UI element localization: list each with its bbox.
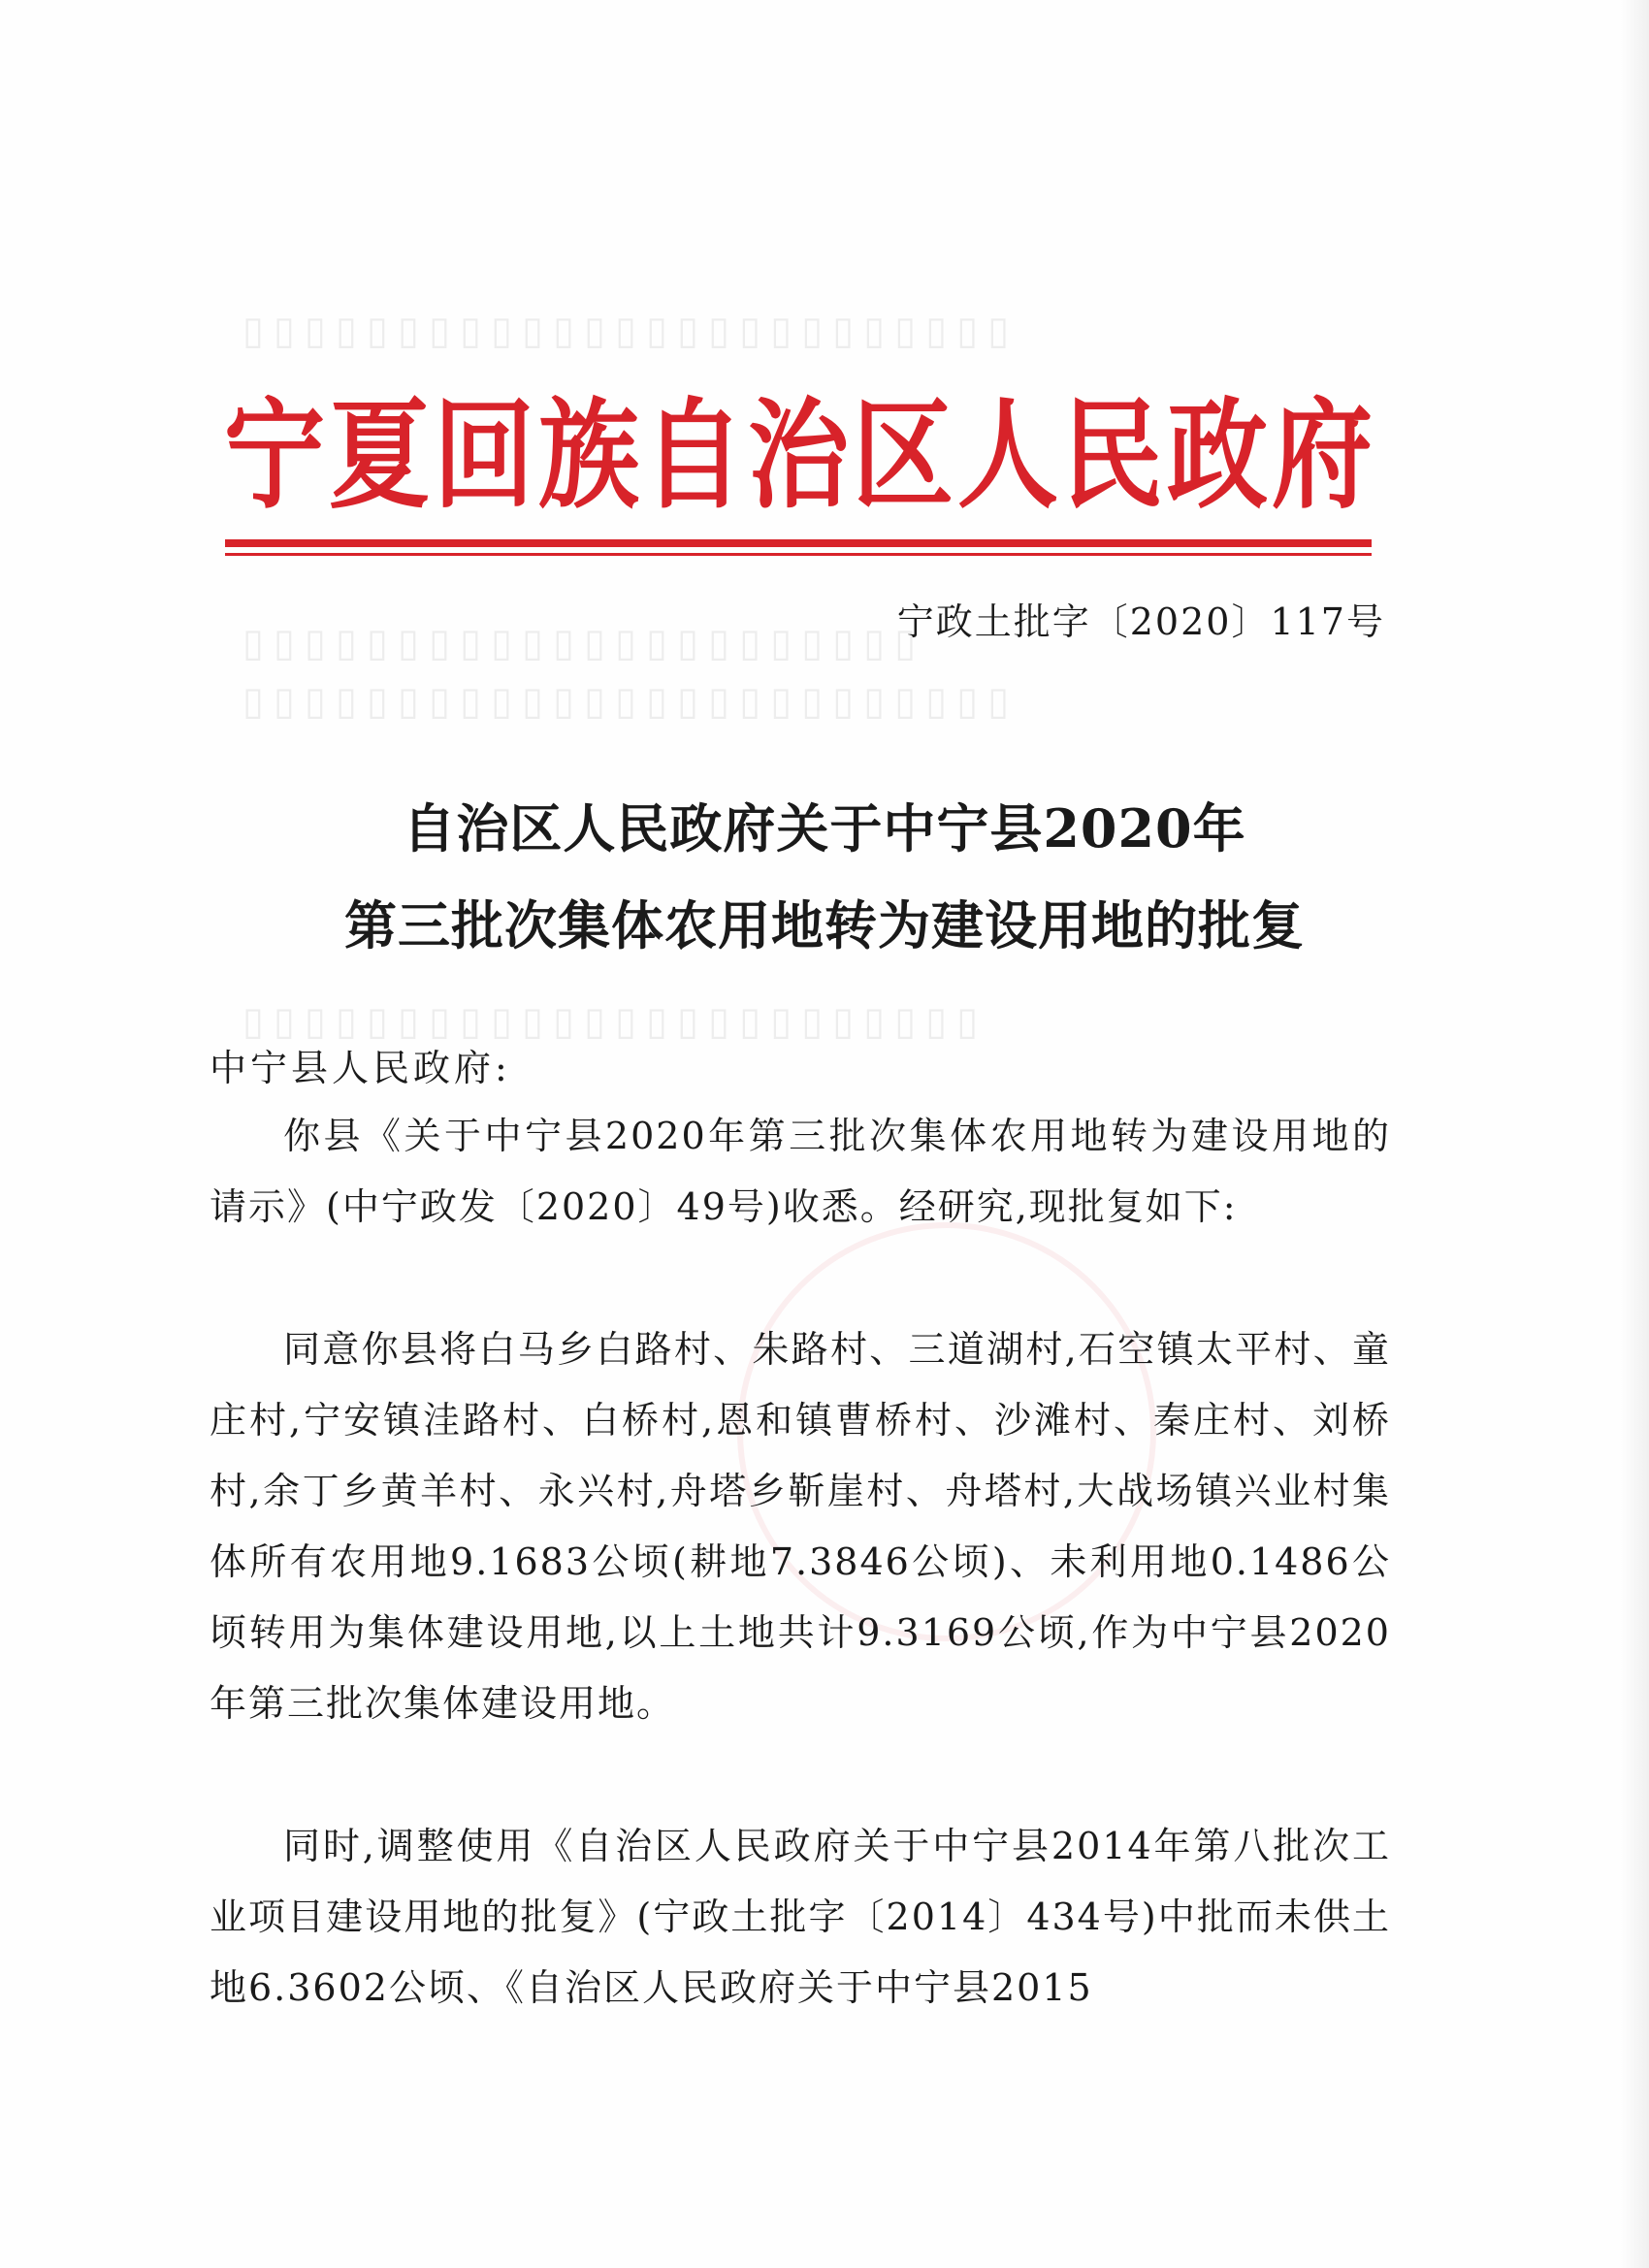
document-title-line1: 自治区人民政府关于中宁县2020年 [403,797,1246,859]
show-through-text: ▯▯▯▯▯▯▯▯▯▯▯▯▯▯▯▯▯▯▯▯▯▯▯▯▯ [242,308,1019,353]
salutation: 中宁县人民政府: [210,1047,511,1089]
header-red-rule-thin [225,553,1372,556]
document-number: 宁政土批字〔2020〕117号 [896,600,1385,643]
show-through-text: ▯▯▯▯▯▯▯▯▯▯▯▯▯▯▯▯▯▯▯▯▯▯▯▯ [242,999,988,1044]
show-through-text: ▯▯▯▯▯▯▯▯▯▯▯▯▯▯▯▯▯▯▯▯▯▯▯▯▯ [242,679,1019,724]
body-paragraph-1: 你县《关于中宁县2020年第三批次集体农用地转为建设用地的请示》(中宁政发〔2020〕49号)收悉。经研究,现批复如下: [210,1115,1391,1228]
issuer-header: 宁夏回族自治区人民政府 [223,385,1376,526]
show-through-text: ▯▯▯▯▯▯▯▯▯▯▯▯▯▯▯▯▯▯▯▯▯▯ [242,621,926,665]
body-paragraph-2: 同意你县将白马乡白路村、朱路村、三道湖村,石空镇太平村、童庄村,宁安镇洼路村、白桥村,恩和镇曹桥村、沙滩村、秦庄村、刘桥村,余丁乡黄羊村、永兴村,舟塔乡靳崖村、舟塔村,大战场镇兴业村集体所有农用地9.1683公顷(耕地7.3846公顷)、未利用地0.1486公顷转用为集体建设用地,以上土地共计9.3169公顷,作为中宁县2020年第三批次集体建设用地。 [210,1328,1391,1725]
scan-edge-shadow [1620,0,1649,2268]
document-title-line2: 第三批次集体农用地转为建设用地的批复 [344,894,1305,956]
body-paragraph-3: 同时,调整使用《自治区人民政府关于中宁县2014年第八批次工业项目建设用地的批复》(宁政土批字〔2014〕434号)中批而未供土地6.3602公顷、《自治区人民政府关于中宁县2015 [210,1825,1391,2009]
header-red-rule [225,539,1372,547]
